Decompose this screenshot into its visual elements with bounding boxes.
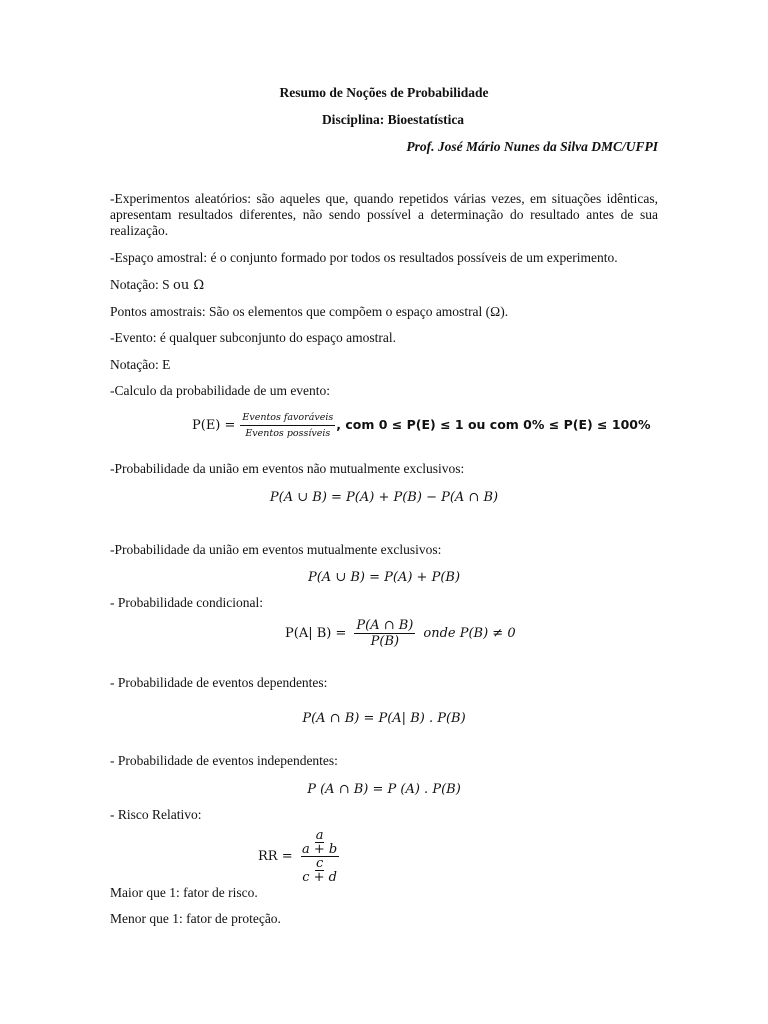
paragraph-dependentes: - Probabilidade de eventos dependentes: <box>110 675 328 690</box>
formula-uniao-mut-text: P(A ∪ B) = P(A) + P(B) <box>307 570 461 585</box>
formula-risco-relativo <box>258 829 339 884</box>
formula-pe-denominator: Eventos possíveis <box>245 428 331 439</box>
paragraph-pontos-amostrais: Pontos amostrais: São os elementos que compõem o espaço amostral (Ω). <box>110 304 509 319</box>
formula-rr-c: c <box>315 856 324 871</box>
document-author: Prof. José Mário Nunes da Silva DMC/UFPI <box>406 139 658 154</box>
formula-rr-cd: c + d <box>302 870 337 885</box>
formula-pe-numerator: Eventos favoráveis <box>240 410 335 426</box>
notacao-omega: ou Ω <box>173 278 205 293</box>
formula-cond-left: P(A| B) = <box>285 626 347 642</box>
formula-cond-denominator: P(B) <box>370 634 400 649</box>
paragraph-evento: -Evento: é qualquer subconjunto do espaço amostral. <box>110 330 397 345</box>
formula-dependentes <box>0 709 768 727</box>
paragraph-uniao-exclusivos: -Probabilidade da união em eventos mutualmente exclusivos: <box>110 542 442 557</box>
paragraph-espaco-amostral: -Espaço amostral: é o conjunto formado por todos os resultados possíveis de um experimento. <box>110 250 618 265</box>
document-subject: Disciplina: Bioestatística <box>321 112 465 127</box>
paragraph-maior-que-1: Maior que 1: fator de risco. <box>110 885 258 900</box>
formula-cond-right: onde P(B) ≠ 0 <box>423 626 516 642</box>
formula-rr-lower <box>301 857 338 884</box>
formula-uniao-nao-text: P(A ∪ B) = P(A) + P(B) − P(A ∩ B) <box>269 490 499 505</box>
notacao-label: Notação: S <box>110 277 170 292</box>
formula-rr-upper <box>301 829 338 856</box>
formula-pe-left: P(E) = <box>192 418 236 434</box>
formula-pe-right: , com 0 ≤ P(E) ≤ 1 ou com 0% ≤ P(E) ≤ 100% <box>336 417 651 433</box>
formula-pe-fraction <box>240 410 335 441</box>
formula-cond-numerator: P(A ∩ B) <box>356 618 414 633</box>
paragraph-risco-relativo: - Risco Relativo: <box>110 807 202 822</box>
formula-rr-left: RR = <box>258 849 293 864</box>
paragraph-condicional: - Probabilidade condicional: <box>110 595 263 610</box>
formula-probabilidade-evento <box>192 410 651 441</box>
formula-cond-fraction <box>354 618 415 649</box>
paragraph-experimentos: -Experimentos aleatórios: são aqueles que, quando repetidos várias vezes, em situações idênticas, apresentam resultados diferentes, não sendo possível a determinação do resultado antes de sua realização. <box>110 191 658 238</box>
paragraph-menor-que-1: Menor que 1: fator de proteção. <box>110 911 281 926</box>
formula-uniao-nao-exclusivos <box>0 488 768 506</box>
formula-dep-text: P(A ∩ B) = P(A| B) . P(B) <box>302 711 466 726</box>
formula-uniao-exclusivos <box>0 568 768 586</box>
paragraph-calculo: -Calculo da probabilidade de um evento: <box>110 383 331 398</box>
document-title: Resumo de Noções de Probabilidade <box>279 85 489 100</box>
formula-indep-text: P (A ∩ B) = P (A) . P(B) <box>307 782 461 797</box>
formula-condicional <box>285 618 516 649</box>
paragraph-notacao-e: Notação: E <box>110 357 171 372</box>
paragraph-uniao-nao-exclusivos: -Probabilidade da união em eventos não mutualmente exclusivos: <box>110 461 465 476</box>
formula-independentes <box>0 780 768 798</box>
paragraph-notacao-s <box>110 277 658 294</box>
formula-rr-a: a <box>315 828 324 843</box>
formula-rr-fraction <box>301 829 339 884</box>
paragraph-independentes: - Probabilidade de eventos independentes: <box>110 753 338 768</box>
formula-rr-ab: a + b <box>301 842 338 857</box>
